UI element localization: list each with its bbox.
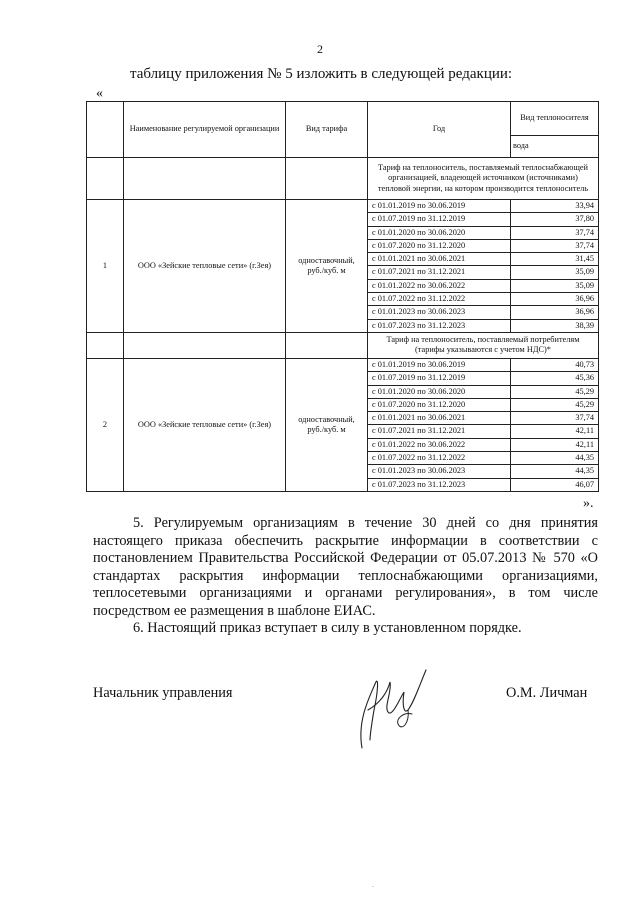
period: с 01.07.2021 по 31.12.2021 [368, 266, 511, 279]
period: с 01.07.2020 по 31.12.2020 [368, 239, 511, 252]
col-year-header: Год [368, 102, 511, 158]
signature [348, 662, 448, 759]
period: с 01.07.2022 по 31.12.2022 [368, 452, 511, 465]
table-header-row [87, 102, 599, 136]
intro-text: таблицу приложения № 5 изложить в следующей редакции: [130, 66, 513, 82]
period: с 01.01.2023 по 30.06.2023 [368, 465, 511, 478]
period: с 01.07.2019 по 31.12.2019 [368, 372, 511, 385]
tariff-value: 45,29 [511, 398, 599, 411]
period: с 01.01.2019 по 30.06.2019 [368, 358, 511, 371]
row-number: 1 [87, 200, 124, 333]
period: с 01.01.2021 по 30.06.2021 [368, 253, 511, 266]
row-number: 2 [87, 358, 124, 491]
tariff-value: 37,74 [511, 412, 599, 425]
tariff-value: 40,73 [511, 358, 599, 371]
tariff-value: 33,94 [511, 200, 599, 213]
tariff-type: одноставочный, руб./куб. м [286, 200, 368, 333]
section-number-blank [87, 332, 124, 358]
tariff-value: 38,39 [511, 319, 599, 332]
period: с 01.01.2023 по 30.06.2023 [368, 306, 511, 319]
tariff-value: 45,36 [511, 372, 599, 385]
tariff-value: 42,11 [511, 425, 599, 438]
tariff-value: 37,80 [511, 213, 599, 226]
tariff-type: одноставочный, руб./куб. м [286, 358, 368, 491]
col-tariff-header: Вид тарифа [286, 102, 368, 158]
period: с 01.07.2022 по 31.12.2022 [368, 293, 511, 306]
period: с 01.01.2022 по 30.06.2022 [368, 438, 511, 451]
period: с 01.07.2021 по 31.12.2021 [368, 425, 511, 438]
section-title-row [87, 332, 599, 358]
section-title: Тариф на теплоноситель, поставляемый потребителям (тарифы указываются с учетом НДС)* [368, 332, 599, 358]
period: с 01.01.2022 по 30.06.2022 [368, 279, 511, 292]
section-tariff-blank [286, 158, 368, 200]
period: с 01.07.2023 по 31.12.2023 [368, 319, 511, 332]
section-org-blank [124, 158, 286, 200]
period: с 01.07.2020 по 31.12.2020 [368, 398, 511, 411]
tariff-value: 44,35 [511, 452, 599, 465]
tariff-value: 35,09 [511, 266, 599, 279]
col-number-header [87, 102, 124, 158]
col-carrier-type: вода [511, 136, 599, 158]
org-name: ООО «Зейские тепловые сети» (г.Зея) [124, 200, 286, 333]
section-title-row [87, 158, 599, 200]
tariff-value: 36,96 [511, 293, 599, 306]
period: с 01.01.2021 по 30.06.2021 [368, 412, 511, 425]
section-org-blank [124, 332, 286, 358]
section-tariff-blank [286, 332, 368, 358]
period: с 01.01.2020 по 30.06.2020 [368, 385, 511, 398]
paragraph-5: 5. Регулируемым организациям в течение 30 дней со дня принятия настоящего приказа обеспечить раскрытие информации в соответствии с постановлением Правительства Российской Федерации от 05.07.2013 № 570 «О стандартах раскрытия информации теплоснабжающими организациями, теплосетевыми организациями и органами регулирования», в том числе посредством ее размещения в шаблоне ЕИАС. [93, 515, 598, 619]
tariff-value: 37,74 [511, 226, 599, 239]
signatory-title: Начальник управления [93, 685, 233, 701]
period: с 01.07.2019 по 31.12.2019 [368, 213, 511, 226]
table-row [87, 200, 599, 213]
org-name: ООО «Зейские тепловые сети» (г.Зея) [124, 358, 286, 491]
col-carrier-header: Вид теплоносителя [511, 102, 599, 136]
close-quote: ». [583, 496, 594, 511]
paragraph-6: 6. Настоящий приказ вступает в силу в установленном порядке. [133, 620, 522, 636]
tariff-value: 31,45 [511, 253, 599, 266]
footer-mark: . [372, 880, 374, 889]
period: с 01.07.2023 по 31.12.2023 [368, 478, 511, 491]
section-number-blank [87, 158, 124, 200]
tariff-table [86, 101, 599, 492]
tariff-value: 45,29 [511, 385, 599, 398]
signatory-name: О.М. Личман [506, 685, 588, 701]
page-number: 2 [317, 42, 323, 56]
tariff-value: 46,07 [511, 478, 599, 491]
table-row [87, 358, 599, 371]
tariff-value: 37,74 [511, 239, 599, 252]
open-quote: « [96, 86, 103, 101]
tariff-value: 42,11 [511, 438, 599, 451]
tariff-value: 35,09 [511, 279, 599, 292]
section-title: Тариф на теплоноситель, поставляемый теплоснабжающей организацией, владеющей источником (источниками) тепловой энергии, на котором производится теплоноситель [368, 158, 599, 200]
col-org-header: Наименование регулируемой организации [124, 102, 286, 158]
period: с 01.01.2020 по 30.06.2020 [368, 226, 511, 239]
tariff-value: 36,96 [511, 306, 599, 319]
tariff-value: 44,35 [511, 465, 599, 478]
period: с 01.01.2019 по 30.06.2019 [368, 200, 511, 213]
